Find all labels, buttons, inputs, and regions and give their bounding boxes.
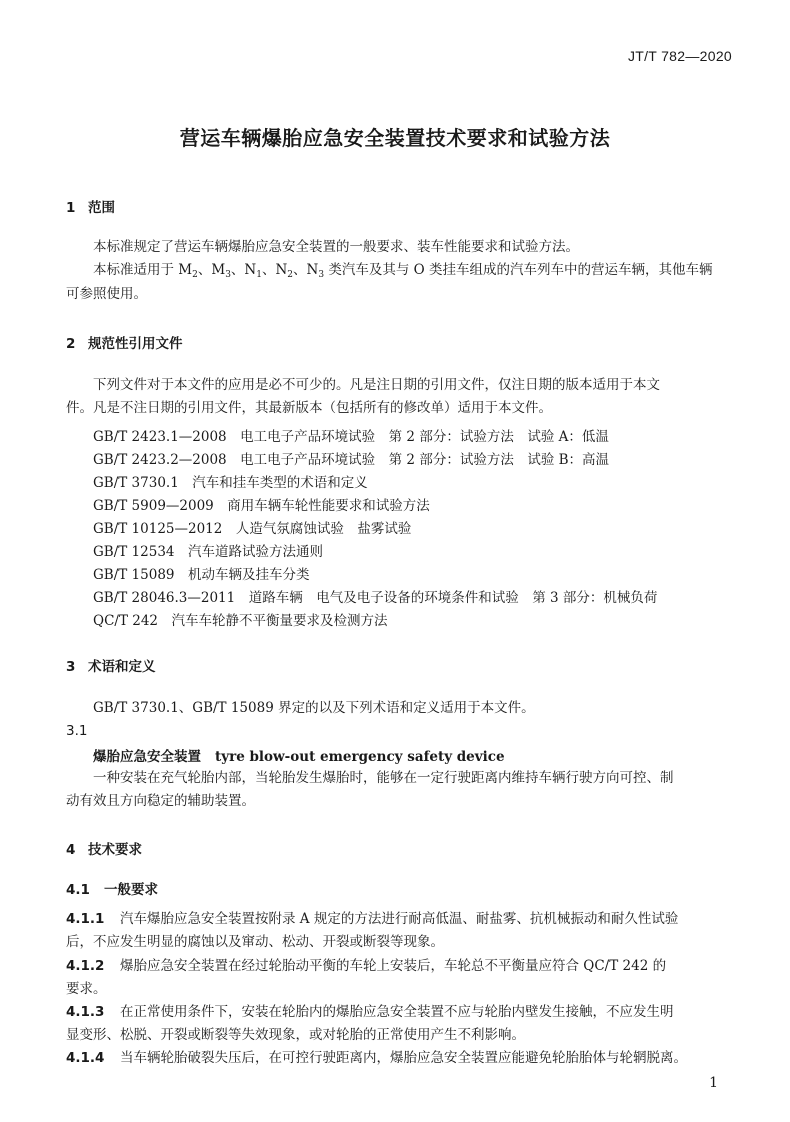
clause-number: 4.1.1 — [66, 911, 105, 927]
subscript: 3 — [225, 270, 231, 280]
section-title: 技术要求 — [88, 842, 142, 858]
text-run: 类汽车及其与 O 类挂车组成的汽车列车中的营运车辆，其他车辆 — [324, 262, 713, 278]
section-number: 1 — [66, 200, 76, 216]
standard-code: JT/T 782—2020 — [627, 48, 732, 64]
text-run: 本标准适用于 M — [93, 262, 193, 278]
section-2-intro-line-2: 件。凡是不注日期的引用文件，其最新版本（包括所有的修改单）适用于本文件。 — [66, 400, 552, 416]
clause-number: 4.1.4 — [66, 1050, 105, 1066]
term-number: 3.1 — [66, 723, 88, 739]
section-title: 术语和定义 — [88, 659, 156, 675]
clause-text-cont: 后，不应发生明显的腐蚀以及窜动、松动、开裂或断裂等现象。 — [66, 934, 444, 950]
term-definition-line-2: 动有效且方向稳定的辅助装置。 — [66, 793, 255, 809]
reference-item: GB/T 10125—2012 人造气氛腐蚀试验 盐雾试验 — [93, 521, 412, 537]
text-run: 、N — [293, 262, 319, 278]
subscript: 2 — [192, 270, 198, 280]
reference-item: GB/T 2423.2—2008 电工电子产品环境试验 第 2 部分：试验方法 试验 B：高温 — [93, 452, 610, 468]
term-english: tyre blow-out emergency safety device — [215, 749, 505, 765]
clause-text-cont: 要求。 — [66, 981, 107, 997]
subscript: 2 — [287, 270, 294, 280]
reference-item: GB/T 28046.3—2011 道路车辆 电气及电子设备的环境条件和试验 第 3 部分：机械负荷 — [93, 590, 658, 606]
term-entry — [93, 745, 505, 765]
section-1-paragraph-2-cont: 可参照使用。 — [66, 286, 147, 302]
section-2-heading — [66, 332, 183, 352]
section-1-heading — [66, 196, 115, 216]
clause-text: 在正常使用条件下，安装在轮胎内的爆胎应急安全装置不应与轮胎内壁发生接触，不应发生明 — [120, 1004, 674, 1020]
reference-item: GB/T 3730.1 汽车和挂车类型的术语和定义 — [93, 475, 368, 491]
clause-4-1-1 — [66, 908, 740, 954]
clause-text-cont: 显变形、松脱、开裂或断裂等失效现象，或对轮胎的正常使用产生不利影响。 — [66, 1027, 525, 1043]
text-run: 、N — [261, 262, 288, 278]
clause-number: 4.1.2 — [66, 958, 105, 974]
reference-item: GB/T 15089 机动车辆及挂车分类 — [93, 567, 310, 583]
clause-text: 汽车爆胎应急安全装置按附录 A 规定的方法进行耐高低温、耐盐雾、抗机械振动和耐久性试验 — [120, 911, 679, 927]
clause-number: 4.1.3 — [66, 1004, 105, 1020]
subscript: 1 — [256, 270, 262, 280]
section-3-intro: GB/T 3730.1、GB/T 15089 界定的以及下列术语和定义适用于本文件。 — [93, 700, 535, 716]
clause-4-1-3 — [66, 1001, 740, 1047]
text-run: 、N — [230, 262, 257, 278]
term-definition-line-1: 一种安装在充气轮胎内部，当轮胎发生爆胎时，能够在一定行驶距离内维持车辆行驶方向可控、制 — [93, 770, 674, 786]
section-title: 规范性引用文件 — [88, 336, 183, 352]
section-4-heading — [66, 838, 142, 858]
section-number: 2 — [66, 336, 76, 352]
subsection-4-1-heading — [66, 878, 158, 898]
section-number: 3 — [66, 659, 76, 675]
reference-item: GB/T 2423.1—2008 电工电子产品环境试验 第 2 部分：试验方法 试验 A：低温 — [93, 429, 609, 445]
section-2-intro-line-1: 下列文件对于本文件的应用是必不可少的。凡是注日期的引用文件，仅注日期的版本适用于本文 — [93, 377, 660, 393]
section-number: 4 — [66, 842, 76, 858]
clause-text: 爆胎应急安全装置在经过轮胎动平衡的车轮上安装后，车轮总不平衡量应符合 QC/T 242 的 — [120, 958, 667, 974]
reference-item: QC/T 242 汽车车轮静不平衡量要求及检测方法 — [93, 613, 388, 629]
subsection-title: 一般要求 — [104, 882, 158, 898]
section-3-heading — [66, 655, 156, 675]
reference-item: GB/T 5909—2009 商用车辆车轮性能要求和试验方法 — [93, 498, 430, 514]
section-1-paragraph-1: 本标准规定了营运车辆爆胎应急安全装置的一般要求、装车性能要求和试验方法。 — [93, 239, 579, 255]
clause-text: 当车辆轮胎破裂失压后，在可控行驶距离内，爆胎应急安全装置应能避免轮胎胎体与轮辋脱离。 — [120, 1050, 687, 1066]
reference-item: GB/T 12534 汽车道路试验方法通则 — [93, 544, 323, 560]
text-run: 、M — [197, 262, 226, 278]
document-title: 营运车辆爆胎应急安全装置技术要求和试验方法 — [179, 126, 611, 150]
clause-4-1-2 — [66, 955, 740, 1001]
term-chinese: 爆胎应急安全装置 — [93, 749, 201, 765]
subsection-number: 4.1 — [66, 882, 90, 898]
clause-4-1-4 — [66, 1047, 740, 1070]
page-number: 1 — [709, 1075, 718, 1091]
subscript: 3 — [318, 270, 325, 280]
section-title: 范围 — [88, 200, 115, 216]
